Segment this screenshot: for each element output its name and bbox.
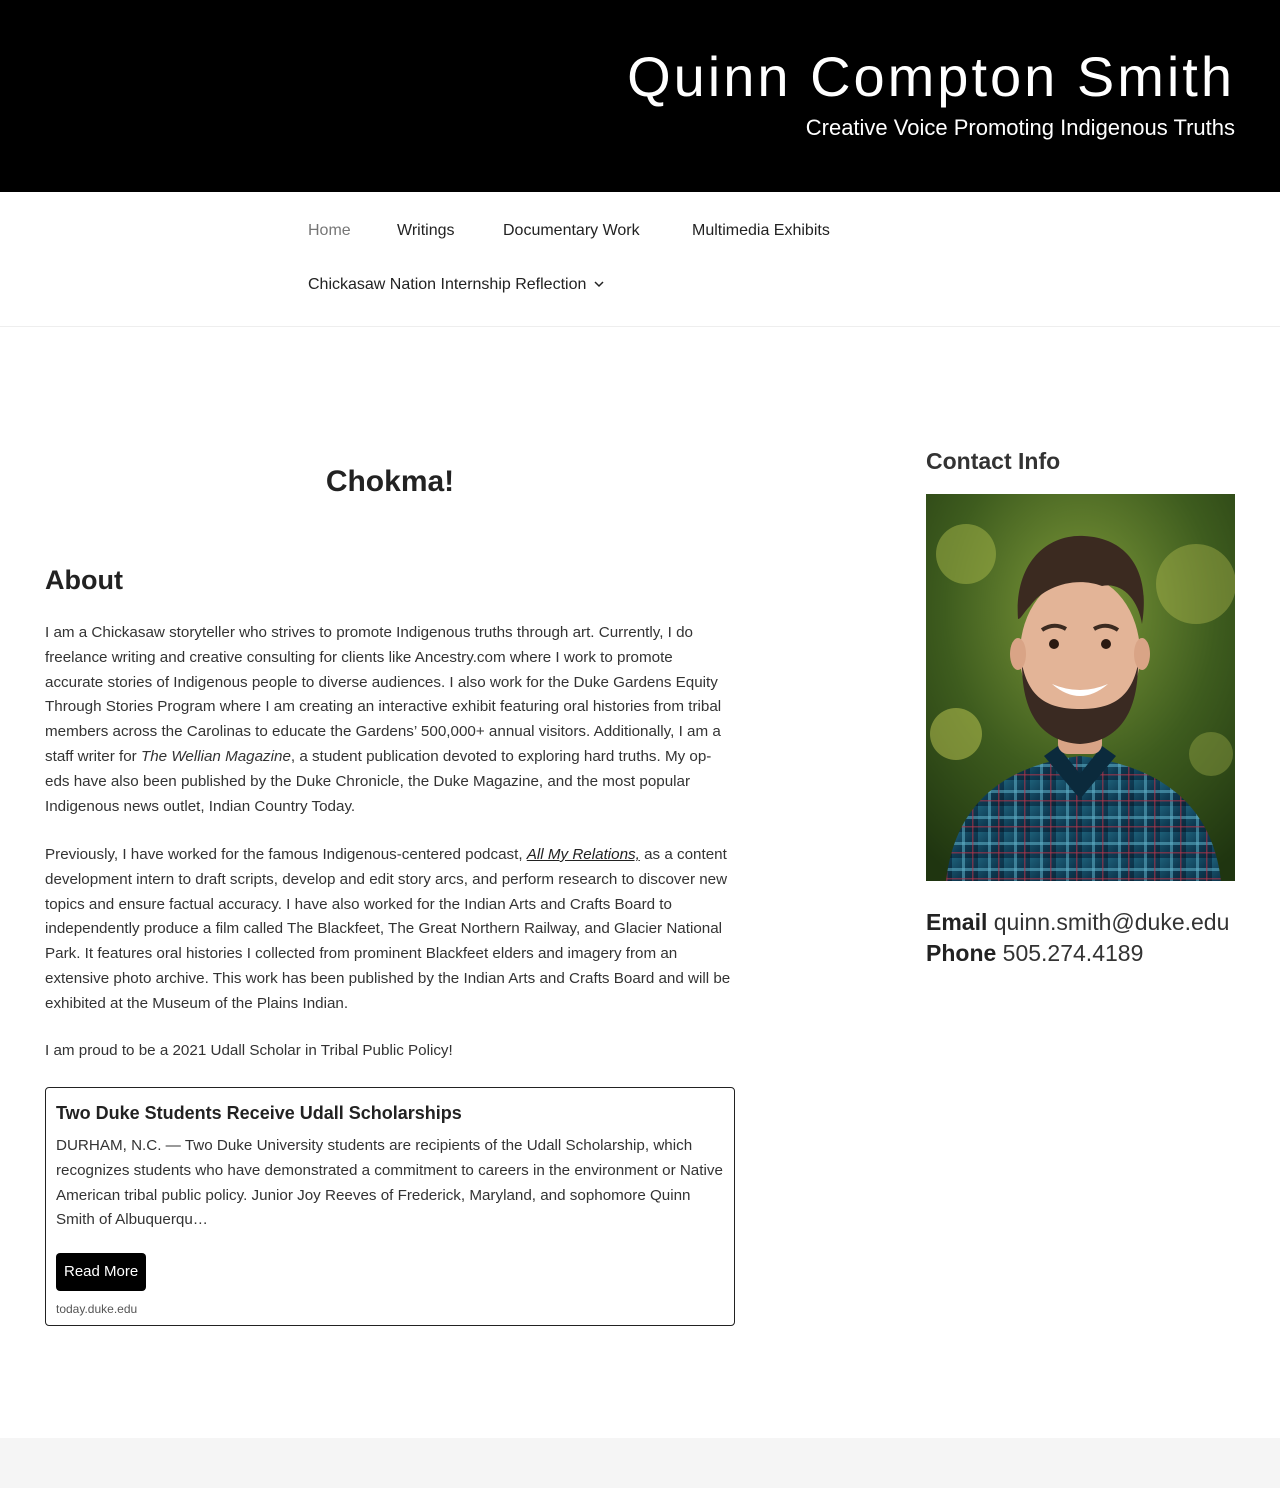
site-footer [0,1438,1280,1488]
contact-email [926,909,1229,936]
greeting-exclamation: ! [444,465,455,498]
p1-text-b: , a student publication devoted to exploring hard truths. My op-eds have also been published by the Duke Chronicle, the Duke Magazine, and the most popular Indigenous news outlet, Indian Country Today. [45,747,712,815]
about-heading: About [45,565,123,595]
page-greeting [45,465,735,499]
about-paragraph-1 [45,621,735,819]
contact-phone [926,940,1143,967]
card-title[interactable]: Two Duke Students Receive Udall Scholarships [56,1103,462,1123]
all-my-relations-link[interactable]: All My Relations, [526,846,640,863]
greeting-word: Chokma [325,465,445,498]
email-label: Email [926,909,988,935]
card-description: DURHAM, N.C. — Two Duke University students are recipients of the Udall Scholarship, which recognizes students who have demonstrated a commitment to careers in the environment or Native American tribal public policy. Junior Joy Reeves of Frederick, Maryland, and sophomore Quinn Smith of Albuquerqu… [56,1137,723,1229]
nav-item-chickasaw-internship[interactable] [308,276,604,294]
site-tagline: Creative Voice Promoting Indigenous Truths [805,115,1235,140]
portrait-illustration [926,494,1235,881]
nav-item-multimedia-exhibits[interactable]: Multimedia Exhibits [692,222,830,239]
nav-item-documentary-work[interactable]: Documentary Work [503,222,640,239]
contact-info-title: Contact Info [926,448,1061,474]
chevron-down-icon[interactable] [594,281,604,288]
card-source: today.duke.edu [56,1302,138,1316]
read-more-button[interactable]: Read More [56,1253,146,1291]
main-navigation [0,192,1280,327]
nav-item-chickasaw-label: Chickasaw Nation Internship Reflection [308,276,587,293]
p2-text-a: Previously, I have worked for the famous Indigenous-centered podcast, [45,846,527,863]
phone-value[interactable]: 505.274.4189 [1002,940,1144,966]
about-paragraph-2 [45,843,735,1017]
p2-text-b: as a content development intern to draft scripts, develop and edit story arcs, and perform research to discover new topics and ensure factual accuracy. I have also worked for the Indian Arts and Crafts Board to independently produce a film called The Blackfeet, The Great Northern Railway, and Glacier National Park. It features oral histories I collected from prominent Blackfeet elders and imagery from an extensive photo archive. This work has been published by the Indian Arts and Crafts Board and will be exhibited at the Museum of the Plains Indian. [45,846,731,1012]
nav-item-home[interactable]: Home [308,222,351,239]
site-title[interactable]: Quinn Compton Smith [627,45,1235,108]
about-paragraph-3: I am proud to be a 2021 Udall Scholar in Tribal Public Policy! [45,1042,453,1059]
portrait-photo [926,494,1235,881]
p1-text-a: I am a Chickasaw storyteller who strives to promote Indigenous truths through art. Currently, I do freelance writing and creative consulting for clients like Ancestry.com where I work to promote accurate stories of Indigenous people to diverse audiences. I also work for the Duke Gardens Equity Through Stories Program where I am creating an interactive exhibit featuring oral histories from tribal members across the Carolinas to educate the Gardens’ 500,000+ annual visitors. Additionally, I am a staff writer for [45,624,722,765]
nav-item-writings[interactable]: Writings [397,222,455,239]
email-value[interactable]: quinn.smith@duke.edu [993,909,1230,935]
p1-magazine-name: The Wellian Magazine [140,747,291,765]
embedded-article-card [45,1087,735,1326]
phone-label: Phone [926,940,997,966]
site-header [0,0,1280,192]
